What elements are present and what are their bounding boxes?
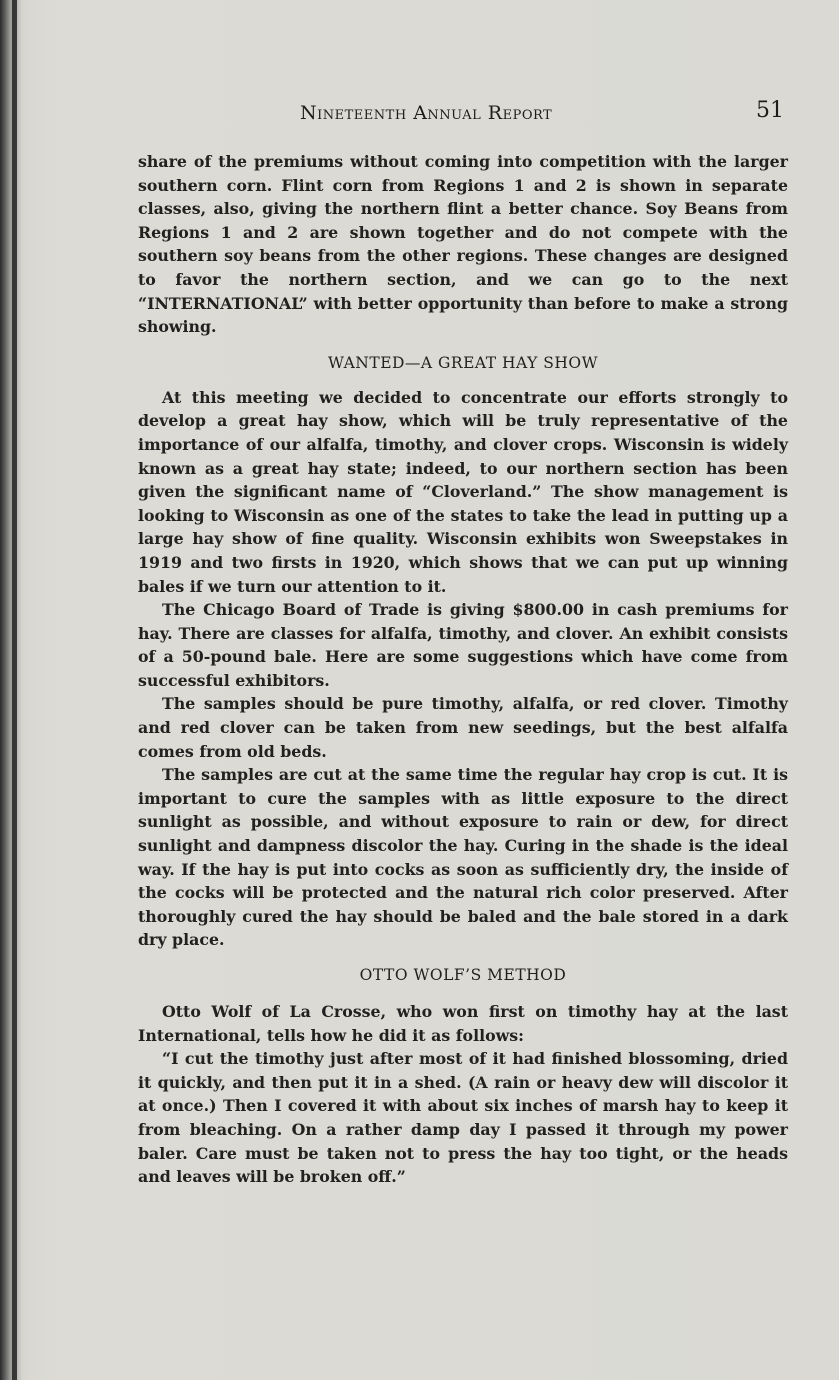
paragraph-board-of-trade: The Chicago Board of Trade is giving $800.00 in cash premiums for hay. There are classes for alfalfa, timothy, and clover. An exhibit consists of a 50-pound bale. Here are some suggestions which have come from successful exhibitors.: [138, 600, 788, 690]
section-heading-otto-wolf: OTTO WOLF’S METHOD: [359, 966, 567, 984]
running-head-title: Nineteenth Annual Report: [300, 102, 553, 124]
body-text: [138, 150, 788, 1189]
paragraph-otto-wolf-quote: “I cut the timothy just after most of it had finished blossoming, dried it quickly, and then put it in a shed. (A rain or heavy dew will discolor it at once.) Then I covered it with about six inches of marsh hay to keep it from bleaching. On a rather damp day I passed it through my power baler. Care must be taken not to press the hay too tight, or the heads and leaves will be broken off.”: [138, 1049, 788, 1187]
paragraph-continued: share of the premiums without coming into competition with the larger southern corn. Flint corn from Regions 1 and 2 is shown in separate classes, also, giving the northern flint a better chance. Soy Beans from Regions 1 and 2 are shown together and do not compete with the southern soy beans from the other regions. These changes are designed to favor the northern section, and we can go to the next “INTERNATIONAL” with better opportunity than before to make a strong showing.: [138, 152, 788, 337]
paragraph-otto-wolf-intro: Otto Wolf of La Crosse, who won first on timothy hay at the last International, tells how he did it as follows:: [138, 1002, 788, 1045]
binding-edge-shadow: [0, 0, 22, 1380]
running-head: [138, 98, 788, 132]
paragraph-samples-purity: The samples should be pure timothy, alfalfa, or red clover. Timothy and red clover can be taken from new seedings, but the best alfalfa comes from old beds.: [138, 694, 788, 761]
section-heading-hay-show: WANTED—A GREAT HAY SHOW: [327, 353, 599, 372]
paragraph-curing: The samples are cut at the same time the regular hay crop is cut. It is important to cure the samples with as little exposure to the direct sunlight as possible, and without exposure to rain or dew, for direct sunlight and dampness discolor the hay. Curing in the shade is the ideal way. If the hay is put into cocks as soon as sufficiently dry, the inside of the cocks will be protected and the natural rich color preserved. After thoroughly cured the hay should be baled and the bale stored in a dark dry place.: [138, 765, 788, 950]
binding-edge-line: [12, 0, 17, 1380]
paragraph-hay-show: At this meeting we decided to concentrate our efforts strongly to develop a great hay show, which will be truly representative of the importance of our alfalfa, timothy, and clover crops. Wisconsin is widely known as a great hay state; indeed, to our northern section has been given the significant name of “Cloverland.” The show management is looking to Wisconsin as one of the states to take the lead in putting up a large hay show of fine quality. Wisconsin exhibits won Sweepstakes in 1919 and two firsts in 1920, which shows that we can put up winning bales if we turn our attention to it.: [138, 387, 788, 596]
page-number: 51: [756, 98, 784, 123]
